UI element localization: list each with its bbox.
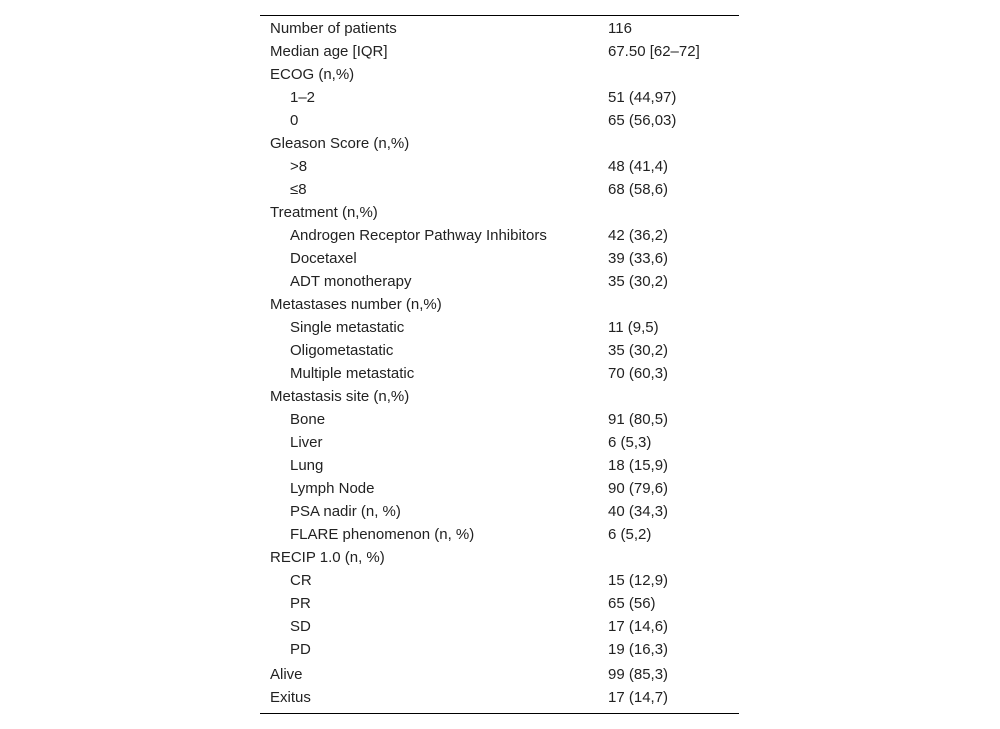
row-value: 99 (85,3)	[608, 666, 669, 683]
table-subrow	[260, 178, 739, 201]
table-subrow	[260, 592, 739, 615]
table-subrow	[260, 155, 739, 178]
table-subrow	[260, 569, 739, 592]
table-subrow	[260, 316, 739, 339]
row-value: 48 (41,4)	[608, 158, 669, 175]
row-value: 67.50 [62–72]	[608, 43, 700, 60]
row-label: Exitus	[270, 689, 311, 706]
table-subrow	[260, 362, 739, 385]
row-label: ≤8	[290, 181, 307, 198]
row-label: ADT monotherapy	[290, 273, 412, 290]
row-value: 17 (14,7)	[608, 689, 669, 706]
row-value: 70 (60,3)	[608, 365, 669, 382]
table-row	[260, 17, 739, 40]
patient-characteristics-table	[260, 15, 739, 714]
row-label: Gleason Score (n,%)	[270, 135, 410, 152]
row-value: 35 (30,2)	[608, 273, 669, 290]
table-subrow	[260, 270, 739, 293]
row-value: 90 (79,6)	[608, 480, 669, 497]
row-label: PR	[290, 595, 311, 612]
row-label: SD	[290, 618, 311, 635]
row-label: >8	[290, 158, 308, 175]
table-subrow	[260, 224, 739, 247]
row-value: 65 (56)	[608, 595, 656, 612]
table-subrow	[260, 247, 739, 270]
row-value: 15 (12,9)	[608, 572, 669, 589]
row-label: Androgen Receptor Pathway Inhibitors	[290, 227, 547, 244]
row-label: FLARE phenomenon (n, %)	[290, 526, 475, 543]
table-subrow	[260, 638, 739, 661]
table-subrow	[260, 477, 739, 500]
row-label: Multiple metastatic	[290, 365, 415, 382]
table-body	[260, 17, 739, 709]
table-row	[260, 132, 739, 155]
row-label: Treatment (n,%)	[270, 204, 378, 221]
table-subrow	[260, 615, 739, 638]
row-label: ECOG (n,%)	[270, 66, 355, 83]
table-row	[260, 663, 739, 686]
table-subrow	[260, 408, 739, 431]
table-row	[260, 201, 739, 224]
row-label: Median age [IQR]	[270, 43, 388, 60]
table-row	[260, 385, 739, 408]
row-value: 17 (14,6)	[608, 618, 669, 635]
row-value: 6 (5,2)	[608, 526, 652, 543]
table-row	[260, 293, 739, 316]
row-label: Bone	[290, 411, 326, 428]
row-label: Lung	[290, 457, 324, 474]
row-label: Metastases number (n,%)	[270, 296, 442, 313]
table-subrow	[260, 339, 739, 362]
table-subrow	[260, 431, 739, 454]
table-row	[260, 40, 739, 63]
row-value: 51 (44,97)	[608, 89, 677, 106]
table-subrow	[260, 523, 739, 546]
table-row	[260, 686, 739, 709]
row-label: 1–2	[290, 89, 316, 106]
row-value: 18 (15,9)	[608, 457, 669, 474]
table-row	[260, 546, 739, 569]
table-row	[260, 63, 739, 86]
row-label: Lymph Node	[290, 480, 375, 497]
row-value: 19 (16,3)	[608, 641, 669, 658]
table-subrow	[260, 454, 739, 477]
row-label: 0	[290, 112, 299, 129]
row-label: CR	[290, 572, 312, 589]
row-label: Oligometastatic	[290, 342, 394, 359]
table-subrow	[260, 86, 739, 109]
row-label: Liver	[290, 434, 323, 451]
row-label: Metastasis site (n,%)	[270, 388, 410, 405]
row-value: 65 (56,03)	[608, 112, 677, 129]
row-value: 35 (30,2)	[608, 342, 669, 359]
row-label: Number of patients	[270, 20, 397, 37]
row-value: 91 (80,5)	[608, 411, 669, 428]
row-value: 11 (9,5)	[608, 319, 659, 336]
table-subrow	[260, 109, 739, 132]
row-label: Alive	[270, 666, 303, 683]
row-label: RECIP 1.0 (n, %)	[270, 549, 385, 566]
row-value: 40 (34,3)	[608, 503, 669, 520]
row-label: PSA nadir (n, %)	[290, 503, 401, 520]
row-value: 68 (58,6)	[608, 181, 669, 198]
row-value: 116	[608, 20, 632, 37]
row-label: Single metastatic	[290, 319, 405, 336]
row-value: 6 (5,3)	[608, 434, 652, 451]
row-label: PD	[290, 641, 311, 658]
row-value: 42 (36,2)	[608, 227, 669, 244]
row-value: 39 (33,6)	[608, 250, 669, 267]
table-subrow	[260, 500, 739, 523]
row-label: Docetaxel	[290, 250, 357, 267]
